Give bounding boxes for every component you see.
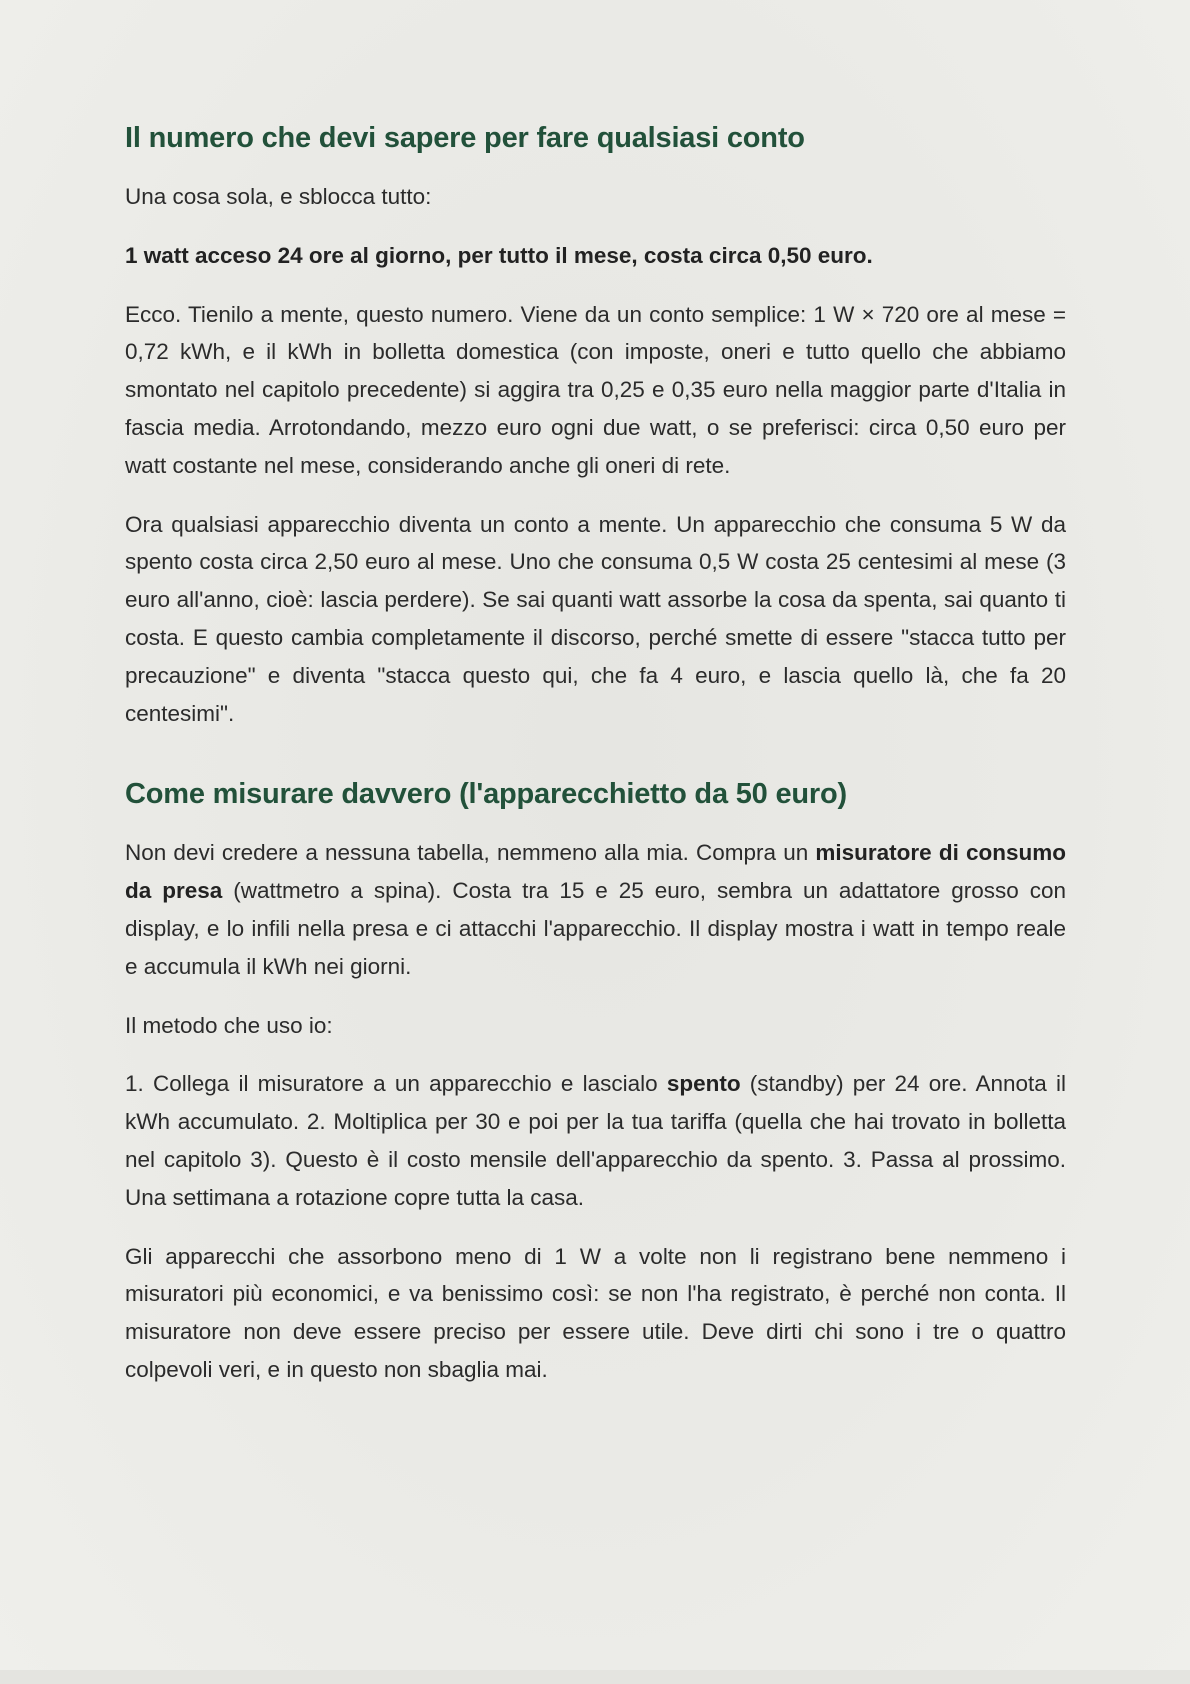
paragraph-conclusion: Gli apparecchi che assorbono meno di 1 W a volte non li registrano bene nemmeno i misuratori più economici, e va benissimo così: se non l'ha registrato, è perché non conta. Il misuratore non deve essere preciso per essere utile. Deve dirti chi sono i tre o quattro colpevoli veri, e in questo non sbaglia mai. xyxy=(125,1243,1066,1382)
text-run: Non devi credere a nessuna tabella, nemmeno alla mia. Compra un xyxy=(125,840,816,866)
text-run: 1. Collega il misuratore a un apparecchio e lascialo xyxy=(125,1071,667,1097)
paragraph-method-intro: Il metodo che uso io: xyxy=(125,1012,333,1038)
paragraph-explanation: Ecco. Tienilo a mente, questo numero. Viene da un conto semplice: 1 W × 720 ore al mese = 0,72 kWh, e il kWh in bolletta domestica (con imposte, oneri e tutto quello che abbiamo smontato nel capitolo precedente) si aggira tra 0,25 e 0,35 euro nella maggior parte d'Italia in fascia media. Arrotondando, mezzo euro ogni due watt, o se preferisci: circa 0,50 euro per watt costante nel mese, considerando anche gli oneri di rete. xyxy=(125,301,1066,478)
paragraph-intro: Una cosa sola, e sblocca tutto: xyxy=(125,184,432,209)
bold-term-spento: spento xyxy=(666,1071,741,1097)
text-run: (wattmetro a spina). Costa tra 15 e 25 euro, sembra un adattatore grosso con display, e lo infili nella presa e ci attacchi l'apparecchio. Il display mostra i watt in tempo reale e accumula il kWh nei giorni. xyxy=(125,878,1066,979)
paragraph-method-steps xyxy=(125,1065,1066,1216)
section-heading-misurare: Come misurare davvero (l'apparecchietto da 50 euro) xyxy=(125,778,847,811)
bold-term-meter: misuratore di consumo da presa xyxy=(125,840,1067,904)
paragraph-examples: Ora qualsiasi apparecchio diventa un conto a mente. Un apparecchio che consuma 5 W da spento costa circa 2,50 euro al mese. Uno che consuma 0,5 W costa 25 centesimi al mese (3 euro all'anno, cioè: lascia perdere). Se sai quanti watt assorbe la cosa da spenta, sai quanto ti costa. E questo cambia completamente il discorso, perché smette di essere "stacca tutto per precauzione" e diventa "stacca questo qui, che fa 4 euro, e lascia quello là, che fa 20 centesimi". xyxy=(125,511,1066,726)
paragraph-key-figure: 1 watt acceso 24 ore al giorno, per tutto il mese, costa circa 0,50 euro. xyxy=(125,242,873,268)
text-run: (standby) per 24 ore. Annota il kWh accumulato. 2. Moltiplica per 30 e poi per la tua tariffa (quella che hai trovato in bolletta nel capitolo 3). Questo è il costo mensile dell'apparecchio da spento. 3. Passa al prossimo. Una settimana a rotazione copre tutta la casa. xyxy=(125,1071,1066,1210)
page-bottom-edge xyxy=(0,1670,1190,1684)
section-heading-numero: Il numero che devi sapere per fare qualsiasi conto xyxy=(125,122,805,154)
paragraph-meter xyxy=(125,834,1066,985)
